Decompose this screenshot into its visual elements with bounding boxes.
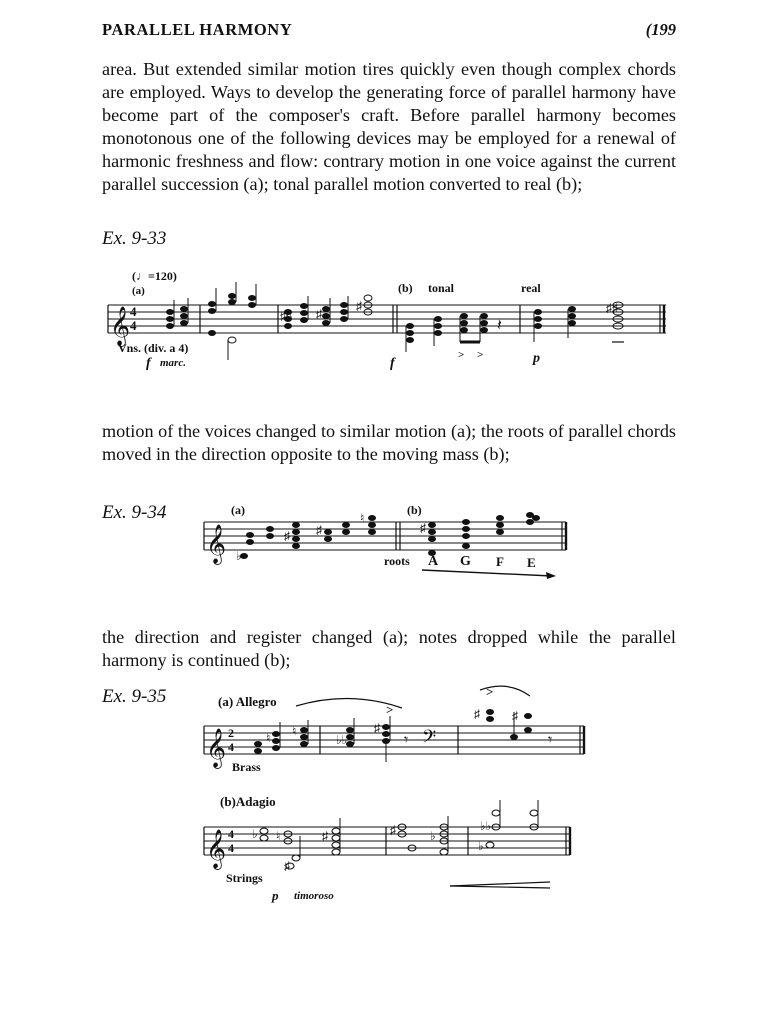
quarter-rest-icon: 𝄽: [497, 317, 502, 334]
flat-icon: ♭: [236, 549, 242, 563]
label-tonal: tonal: [428, 281, 455, 295]
instrument-label: Vns. (div. a 4): [118, 341, 189, 355]
sharp-icon: ♯: [512, 709, 518, 723]
example-label-9-33: Ex. 9-33: [102, 228, 167, 249]
bass-clef-icon: 𝄢: [422, 726, 437, 751]
sharp-icon: ♯: [316, 307, 322, 321]
sharp-icon: ♯: [356, 299, 362, 313]
crescendo-hairpin-icon: [450, 882, 550, 888]
treble-clef-icon: 𝄞: [206, 526, 227, 563]
root-g: G: [460, 554, 471, 569]
time-signature-top: 4: [228, 827, 234, 841]
flat-icon: ♭: [430, 829, 436, 843]
accent-icon: >: [477, 349, 484, 361]
natural-icon: ♮: [266, 731, 271, 745]
part-label-a: (a): [132, 285, 145, 297]
root-f: F: [496, 554, 504, 569]
sharp-icon: ♯: [390, 823, 396, 837]
treble-clef-icon: 𝄞: [110, 308, 131, 345]
chords-9-35b: [260, 810, 538, 869]
flat-icon: ♭: [252, 827, 258, 841]
natural-icon: ♮: [292, 724, 297, 738]
treble-clef-icon: 𝄞: [206, 831, 227, 868]
dynamic-piano: p: [272, 888, 279, 903]
accent-icon: >: [486, 684, 494, 699]
accent-icon: >: [386, 702, 394, 717]
expression-timoroso: timoroso: [294, 890, 334, 902]
tempo-marking: (♩=120): [132, 269, 177, 283]
flat-icon: ♭♭: [480, 819, 492, 833]
sharp-icon: ♯: [284, 859, 290, 873]
treble-clef-icon: 𝄞: [206, 730, 227, 767]
root-a: A: [428, 554, 439, 569]
natural-icon: ♮: [276, 829, 281, 843]
page-number: (199: [645, 20, 676, 39]
sharp-icon: ♯: [374, 721, 380, 735]
part-label-a-allegro: (a) Allegro: [218, 694, 277, 709]
natural-icon: ♮: [360, 511, 365, 525]
eighth-rest-icon: 𝄾: [548, 732, 553, 749]
part-label-b-adagio: (b)Adagio: [220, 794, 276, 809]
time-signature-bottom: 4: [228, 740, 234, 754]
dynamic-forte-b: f: [390, 356, 395, 371]
eighth-rest-icon: 𝄾: [404, 732, 409, 749]
brass-label: Brass: [232, 760, 261, 774]
roots-label: roots: [384, 554, 410, 568]
time-signature-top: 2: [228, 726, 234, 740]
paragraph-direction-register: the direction and register changed (a); notes dropped while the parallel harmony is continued (b);: [102, 627, 676, 670]
sharp-icon: ♯: [420, 521, 426, 535]
sharp-icon: ♯: [316, 523, 322, 537]
sharp-icon: ♯: [322, 829, 328, 843]
sharp-icon: ♯♯: [606, 301, 618, 315]
flat-icon: ♭♭: [336, 733, 348, 747]
part-label-b: (b): [398, 281, 413, 295]
sharp-icon: ♯: [284, 529, 290, 543]
example-label-9-34: Ex. 9-34: [102, 502, 167, 523]
paragraph-similar-motion: motion of the voices changed to similar motion (a); the roots of parallel chords moved in the direction opposite to the moving mass (b);: [102, 421, 676, 464]
marcato-label: marc.: [160, 357, 186, 369]
sharp-icon: ♯: [474, 707, 480, 721]
dynamic-forte: f: [146, 356, 151, 371]
part-label-b: (b): [407, 503, 422, 517]
time-signature-top: 4: [130, 304, 137, 319]
time-signature-bottom: 4: [130, 318, 137, 333]
staff-9-35b: [204, 827, 570, 855]
running-title: PARALLEL HARMONY: [102, 20, 293, 39]
accent-icon: >: [458, 349, 465, 361]
strings-label: Strings: [226, 871, 263, 885]
sharp-icon: ♯♯: [280, 309, 292, 323]
example-label-9-35: Ex. 9-35: [102, 686, 167, 707]
root-e: E: [527, 555, 536, 570]
paragraph-intro: area. But extended similar motion tires quickly even though complex chords are employed. Ways to develop the generating force of parallel harmony have become part of the composer's craft. Before parallel harmony becomes monotonous one of the following devices may be employed for a renewal of harmonic freshness and flow: contrary motion in one voice against the current parallel succession (a); tonal parallel motion converted to real (b);: [102, 59, 676, 194]
label-real: real: [521, 281, 541, 295]
time-signature-bottom: 4: [228, 841, 234, 855]
dynamic-piano: p: [533, 351, 540, 366]
part-label-a: (a): [231, 503, 245, 517]
flat-icon: ♭: [478, 839, 484, 853]
